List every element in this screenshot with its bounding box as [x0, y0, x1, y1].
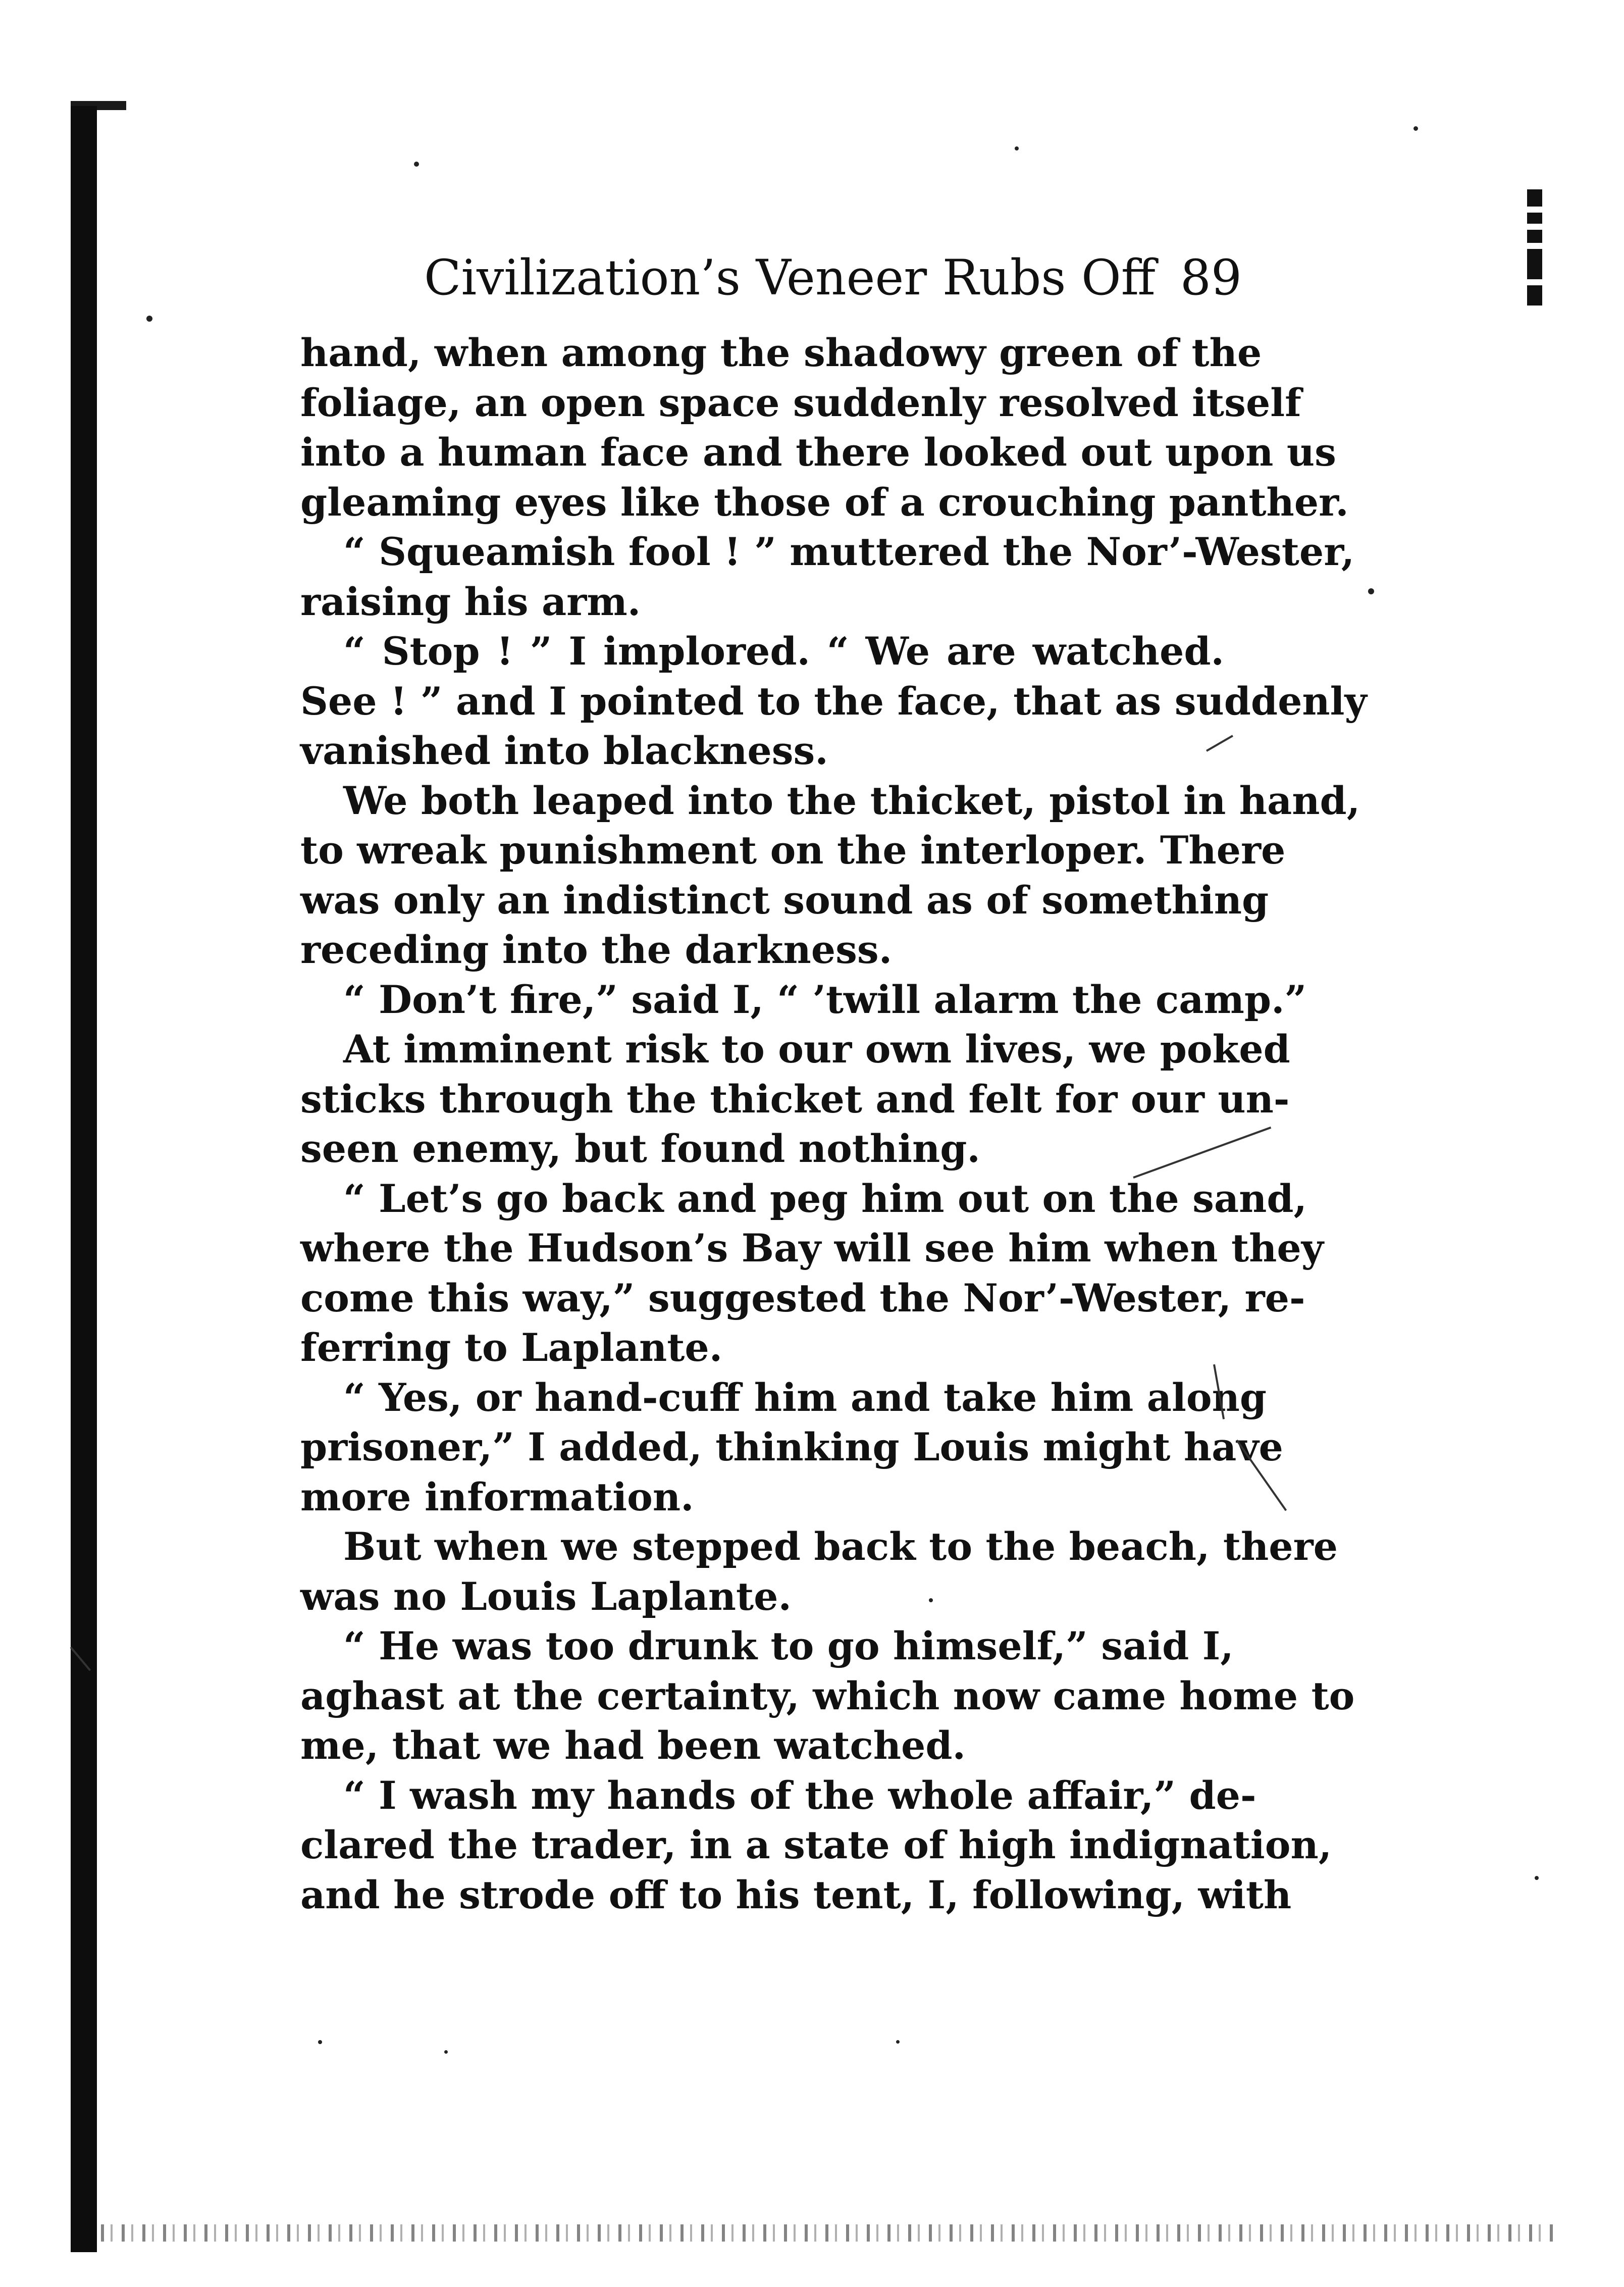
scan-speck	[929, 1598, 933, 1602]
scan-speck	[1535, 1876, 1539, 1880]
text-line: and he strode off to his tent, I, following, with	[300, 1872, 1292, 1917]
text-line: was no Louis Laplante.	[300, 1573, 792, 1619]
scan-speck	[1015, 146, 1019, 150]
page-header	[424, 245, 1242, 311]
text-line: seen enemy, but found nothing.	[300, 1126, 980, 1171]
text-line: aghast at the certainty, which now came home to	[300, 1673, 1355, 1718]
text-line: prisoner,” I added, thinking Louis might have	[300, 1425, 1283, 1469]
text-line: raising his arm.	[300, 579, 641, 624]
text-line: clared the trader, in a state of high indignation,	[300, 1822, 1332, 1867]
page-number: 89	[1180, 249, 1242, 306]
text-line: We both leaped into the thicket, pistol in hand,	[343, 778, 1360, 823]
text-line: me, that we had been watched.	[300, 1723, 966, 1768]
text-line: foliage, an open space suddenly resolved itself	[300, 380, 1301, 425]
body-text	[300, 328, 1367, 1920]
text-line: “ Stop ! ” I implored. “ We are watched.	[343, 629, 1224, 674]
scan-speck	[318, 2040, 322, 2044]
scan-speck	[444, 2050, 448, 2054]
scan-speck	[1368, 588, 1374, 594]
text-line: was only an indistinct sound as of something	[300, 877, 1269, 923]
text-line: where the Hudson’s Bay will see him when they	[300, 1226, 1324, 1270]
text-line: “ I wash my hands of the whole affair,” de-	[343, 1772, 1256, 1818]
text-line: gleaming eyes like those of a crouching panther.	[300, 479, 1349, 525]
text-line: But when we stepped back to the beach, there	[343, 1524, 1338, 1569]
scan-speck	[1413, 126, 1418, 131]
text-line: to wreak punishment on the interloper. There	[300, 828, 1286, 873]
text-line: hand, when among the shadowy green of the	[300, 330, 1262, 375]
text-line: See ! ” and I pointed to the face, that as suddenly	[300, 678, 1367, 724]
text-line: “ Yes, or hand-cuff him and take him along	[343, 1375, 1267, 1420]
text-line: sticks through the thicket and felt for our un-	[300, 1076, 1290, 1122]
text-line: “ He was too drunk to go himself,” said I,	[343, 1623, 1234, 1668]
scan-speck	[414, 162, 419, 167]
text-line: into a human face and there looked out upon us	[300, 430, 1336, 475]
text-line: vanished into blackness.	[300, 728, 828, 773]
text-line: receding into the darkness.	[300, 927, 893, 972]
scan-bottom-noise	[101, 2224, 1555, 2242]
text-line: “ Don’t fire,” said I, “ ’twill alarm the camp.”	[343, 977, 1307, 1022]
text-line: “ Squeamish fool ! ” muttered the Nor’-Wester,	[343, 529, 1355, 574]
scan-speck	[896, 2040, 900, 2044]
scan-edge-marks	[1527, 189, 1547, 312]
text-line: more information.	[300, 1474, 694, 1519]
text-line: come this way,” suggested the Nor’-Wester, re-	[300, 1275, 1305, 1320]
text-line: “ Let’s go back and peg him out on the sand,	[343, 1176, 1307, 1221]
text-line: ferring to Laplante.	[300, 1325, 723, 1370]
text-line: At imminent risk to our own lives, we poked	[343, 1027, 1290, 1072]
running-title: Civilization’s Veneer Rubs Off	[424, 249, 1156, 306]
scan-page-edge	[71, 106, 97, 2252]
scan-speck	[146, 316, 152, 322]
